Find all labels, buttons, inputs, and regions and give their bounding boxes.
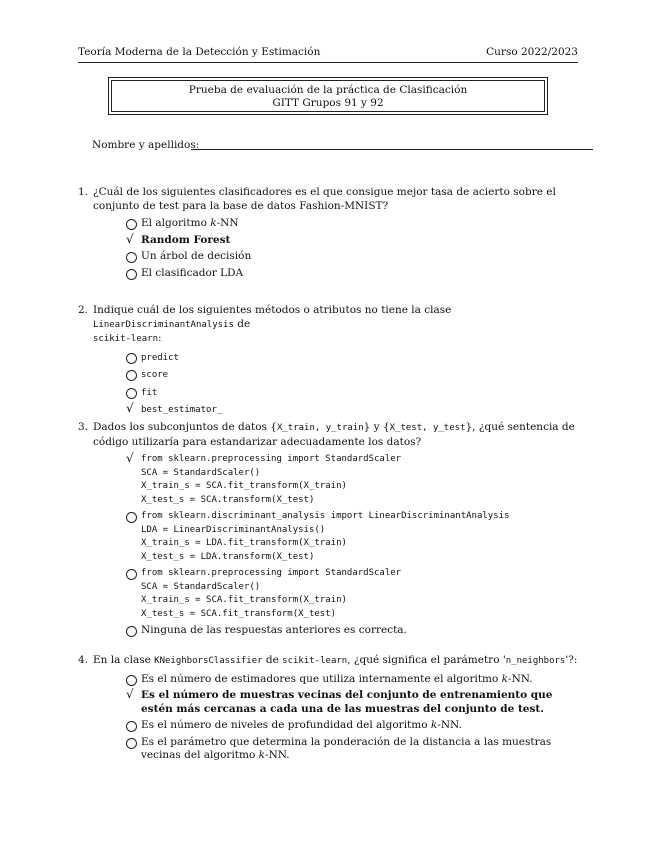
radio-circle-icon[interactable] <box>126 721 137 732</box>
option-text: El clasificador LDA <box>141 266 244 279</box>
option-code: from sklearn.preprocessing import StandardScaler SCA = StandardScaler() X_train_s = SCA.fit_transform(X_train) X_test_s = SCA.fit_transform(X_test) <box>141 568 402 619</box>
option-text: score <box>141 370 169 380</box>
option-text: Es el número de niveles de profundidad del algoritmo k-NN. <box>141 719 462 731</box>
option-text: Es el parámetro que determina la ponderación de la distancia a las muestras vecinas del algoritmo k-NN. <box>141 735 552 761</box>
title-line-2: GITT Grupos 91 y 92 <box>272 97 384 109</box>
question-number: 1. <box>78 186 89 198</box>
radio-circle-icon[interactable] <box>126 269 137 280</box>
option-code: from sklearn.discriminant_analysis import LinearDiscriminantAnalysis LDA = LinearDiscriminantAnalysis() X_train_s = LDA.fit_transform(X_train) X_test_s = LDA.transform(X_test) <box>141 511 510 562</box>
option[interactable] <box>126 368 578 383</box>
option[interactable] <box>126 267 578 281</box>
option-text: best_estimator_ <box>141 405 223 415</box>
question-1 <box>78 186 578 280</box>
question-number: 2. <box>78 304 89 316</box>
option-correct[interactable] <box>126 231 578 248</box>
option[interactable] <box>126 719 578 733</box>
option[interactable] <box>126 217 578 231</box>
radio-circle-icon[interactable] <box>126 626 137 637</box>
option-text: fit <box>141 387 158 398</box>
option-text: Un árbol de decisión <box>141 250 252 262</box>
option-text: Es el número de estimadores que utiliza internamente el algoritmo k-NN. <box>141 672 533 685</box>
option-text: predict <box>141 352 179 363</box>
question-stem: ¿Cuál de los siguientes clasificadores es el que consigue mejor tasa de acierto sobre el conjunto de test para la base de datos Fashion-MNIST? <box>93 186 556 212</box>
question-3 <box>78 421 578 638</box>
question-stem: Dados los subconjuntos de datos {X_train, y_train} y {X_test, y_test}, ¿qué sentencia de código utilizaría para estandarizar adecuadamente los datos? <box>93 421 575 448</box>
title-box-inner <box>111 80 545 112</box>
radio-circle-icon[interactable] <box>126 512 137 523</box>
radio-circle-icon[interactable] <box>126 675 137 686</box>
checkmark-icon: √ <box>126 231 134 246</box>
question-4 <box>78 654 578 763</box>
option-text: Random Forest <box>141 233 231 246</box>
option[interactable] <box>126 736 578 763</box>
radio-circle-icon[interactable] <box>126 370 137 381</box>
question-number: 3. <box>78 421 89 433</box>
question-stem: En la clase KNeighborsClassifier de scikit-learn, ¿qué significa el parámetro 'n_neighbors'?: <box>93 654 578 666</box>
name-label: Nombre y apellidos: <box>92 139 200 151</box>
checkmark-icon: √ <box>126 401 134 415</box>
option[interactable] <box>126 351 578 366</box>
option-correct[interactable] <box>126 403 578 418</box>
title-box <box>108 77 548 115</box>
radio-circle-icon[interactable] <box>126 738 137 749</box>
checkmark-icon: √ <box>126 687 134 701</box>
option[interactable] <box>126 510 578 564</box>
option-text: Es el número de muestras vecinas del conjunto de entrenamiento que estén más cercanas a cada una de las muestras del conjunto de test. <box>141 689 553 715</box>
option[interactable] <box>126 250 578 264</box>
option-correct[interactable] <box>126 453 578 507</box>
radio-circle-icon[interactable] <box>126 219 137 230</box>
title-line-1: Prueba de evaluación de la práctica de Clasificación <box>188 84 468 96</box>
header-rule <box>78 62 578 63</box>
radio-circle-icon[interactable] <box>126 353 137 364</box>
header-course-title: Teoría Moderna de la Detección y Estimación <box>78 46 321 58</box>
radio-circle-icon[interactable] <box>126 252 137 263</box>
option[interactable] <box>126 624 578 638</box>
option[interactable] <box>126 386 578 401</box>
option[interactable] <box>126 567 578 621</box>
question-2 <box>78 304 578 418</box>
radio-circle-icon[interactable] <box>126 569 137 580</box>
question-number: 4. <box>78 654 89 666</box>
option-code: from sklearn.preprocessing import StandardScaler SCA = StandardScaler() X_train_s = SCA.fit_transform(X_train) X_test_s = SCA.transform(X_test) <box>141 454 402 505</box>
name-input-line[interactable] <box>191 149 593 150</box>
option-text: El algoritmo k-NN <box>141 217 239 229</box>
checkmark-icon: √ <box>126 451 134 465</box>
option-correct[interactable] <box>126 689 578 716</box>
option[interactable] <box>126 673 578 687</box>
radio-circle-icon[interactable] <box>126 388 137 399</box>
option-text: Ninguna de las respuestas anteriores es correcta. <box>141 624 407 636</box>
question-stem: Indique cuál de los siguientes métodos o atributos no tiene la clase LinearDiscriminantAnalysis de scikit-learn: <box>93 304 452 344</box>
header-year: Curso 2022/2023 <box>486 46 578 58</box>
